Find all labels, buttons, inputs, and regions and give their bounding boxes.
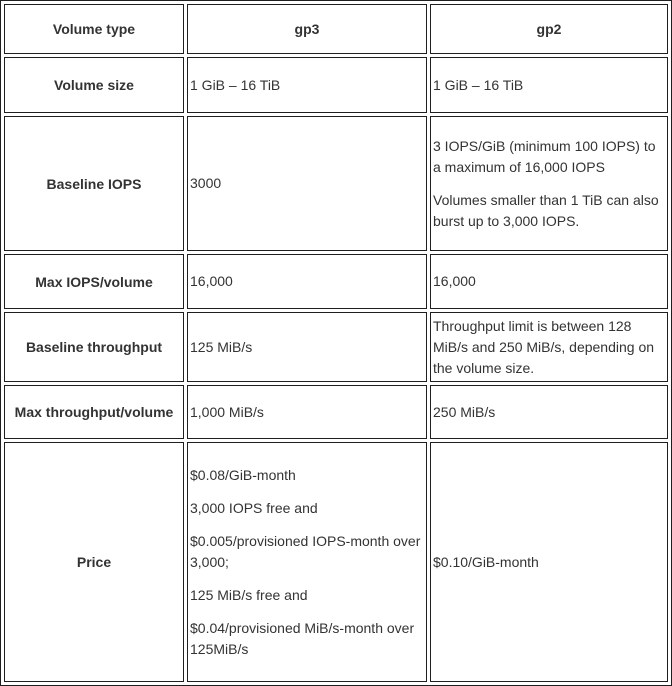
- table-row-volume-size: [4, 57, 668, 113]
- cell-max-throughput-gp2: [430, 385, 668, 439]
- table-row-baseline-iops: [4, 116, 668, 251]
- paragraph: 3,000 IOPS free and: [190, 499, 318, 516]
- cell-price-gp2: [430, 442, 668, 682]
- cell-baseline-iops-gp2: [430, 116, 668, 251]
- paragraph: $0.10/GiB-month: [433, 553, 539, 570]
- paragraph: 250 MiB/s: [433, 403, 496, 420]
- paragraph: 1 GiB – 16 TiB: [190, 76, 281, 93]
- table-row-baseline-throughput: [4, 312, 668, 382]
- cell-baseline-throughput-gp2: [430, 312, 668, 382]
- paragraph: 3000: [190, 175, 222, 191]
- cell-max-iops-gp3: [187, 254, 427, 309]
- cell-volume-size-gp3: [187, 57, 427, 113]
- cell-volume-size-gp2: [430, 57, 668, 113]
- cell-baseline-throughput-gp3: [187, 312, 427, 382]
- paragraph: 1,000 MiB/s: [190, 403, 264, 420]
- column-header-gp3: gp3: [187, 4, 427, 54]
- row-label-max-throughput: Max throughput/volume: [4, 385, 184, 439]
- paragraph: Volumes smaller than 1 TiB can also burst up to 3,000 IOPS.: [433, 191, 659, 229]
- table-row-max-iops: [4, 254, 668, 309]
- row-label-baseline-throughput: Baseline throughput: [4, 312, 184, 382]
- cell-max-throughput-gp3: [187, 385, 427, 439]
- table-row-price: [4, 442, 668, 682]
- paragraph: 125 MiB/s: [190, 338, 253, 355]
- row-label-volume-size: Volume size: [4, 57, 184, 113]
- paragraph: 16,000: [433, 273, 476, 289]
- row-label-max-iops: Max IOPS/volume: [4, 254, 184, 309]
- row-label-price: Price: [4, 442, 184, 682]
- cell-max-iops-gp2: [430, 254, 668, 309]
- column-header-gp2: gp2: [430, 4, 668, 54]
- paragraph: $0.04/provisioned MiB/s-month over 125MiB/s: [190, 619, 415, 657]
- header-row: [4, 4, 668, 54]
- paragraph: 3 IOPS/GiB (minimum 100 IOPS) to a maximum of 16,000 IOPS: [433, 137, 656, 175]
- paragraph: 16,000: [190, 273, 233, 289]
- cell-price-gp3: [187, 442, 427, 682]
- cell-baseline-iops-gp3: [187, 116, 427, 251]
- paragraph: $0.005/provisioned IOPS-month over 3,000;: [190, 532, 421, 570]
- paragraph: 1 GiB – 16 TiB: [433, 76, 524, 93]
- column-header-volume-type: Volume type: [4, 4, 184, 54]
- row-label-baseline-iops: Baseline IOPS: [4, 116, 184, 251]
- paragraph: $0.08/GiB-month: [190, 466, 296, 483]
- paragraph: 125 MiB/s free and: [190, 586, 308, 603]
- paragraph: Throughput limit is between 128 MiB/s and 250 MiB/s, depending on the volume size.: [433, 317, 655, 376]
- table-row-max-throughput: [4, 385, 668, 439]
